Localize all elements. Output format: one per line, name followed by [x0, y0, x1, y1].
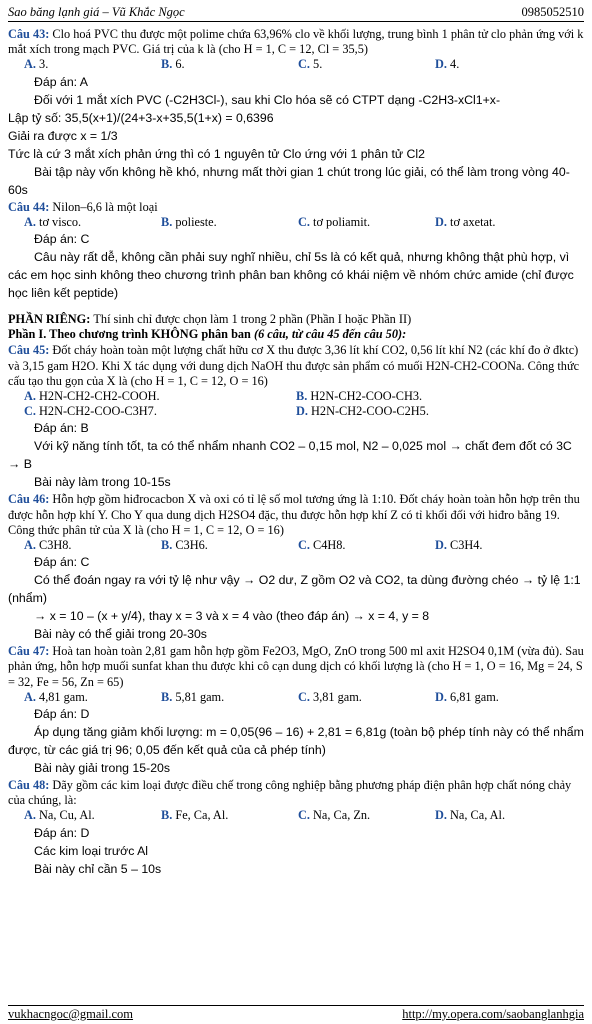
- explanation: Lập tỷ số: 35,5(x+1)/(24+3-x+35,5(1+x) = 0,6396: [8, 110, 274, 125]
- option-c: C. 3,81 gam.: [298, 689, 362, 704]
- header-author: Sao băng lạnh giá – Vũ Khắc Ngọc: [8, 5, 185, 19]
- option-d: D. C3H4.: [435, 538, 483, 553]
- option-b: B. 5,81 gam.: [161, 689, 225, 704]
- explanation: Với kỹ năng tính tốt, ta có thể nhẩm nhanh CO2 – 0,15 mol, N2 – 0,025 mol → chất đem đốt có 3C → B: [8, 439, 572, 472]
- explanation: Bài này làm trong 10-15s: [34, 475, 171, 490]
- option-d: D. H2N-CH2-COO-C2H5.: [296, 404, 429, 419]
- explanation: Đối với 1 mắt xích PVC (-C2H3Cl-), sau khi Clo hóa sẽ có CTPT dạng -C2H3-xCl1+x-: [34, 92, 501, 107]
- option-b: B. 6.: [161, 57, 185, 72]
- option-b: B. polieste.: [161, 214, 217, 229]
- explanation: Áp dụng tăng giảm khối lượng: m = 0,05(96 – 16) + 2,81 = 6,81g (toàn bộ phép tính này có thể nhẩm được, từ các giá trị 96; 0,05 đến kết quả của cả phép tính): [8, 725, 584, 758]
- explanation: Bài này chỉ cần 5 – 10s: [34, 861, 162, 876]
- option-a: A. H2N-CH2-CH2-COOH.: [24, 389, 160, 404]
- options-46: [8, 538, 584, 553]
- answer-44: Đáp án: C: [34, 232, 90, 247]
- option-a: A. tơ visco.: [24, 214, 82, 229]
- option-a: A. C3H8.: [24, 538, 72, 553]
- question-44: [8, 200, 584, 215]
- explanation: Tức là cứ 3 mắt xích phản ứng thì có 1 nguyên tử Clo ứng với 1 phân tử Cl2: [8, 146, 426, 161]
- option-b: B. H2N-CH2-COO-CH3.: [296, 389, 423, 404]
- part-heading: Phần I. Theo chương trình KHÔNG phân ban (6 câu, từ câu 45 đến câu 50):: [8, 327, 407, 342]
- email-link[interactable]: vukhacngoc@gmail.com: [8, 1007, 134, 1021]
- question-number: Câu 44:: [8, 199, 50, 214]
- option-c: C. tơ poliamit.: [298, 214, 371, 229]
- option-b: B. C3H6.: [161, 538, 208, 553]
- option-d: D. 6,81 gam.: [435, 689, 499, 704]
- question-number: Câu 48:: [8, 778, 50, 793]
- answer-47: Đáp án: D: [34, 707, 90, 722]
- option-a: A. Na, Cu, Al.: [24, 808, 95, 823]
- question-47: [8, 644, 584, 690]
- page-header: [8, 0, 584, 22]
- question-number: Câu 45:: [8, 343, 50, 358]
- question-number: Câu 47:: [8, 644, 50, 659]
- document-body: [8, 22, 584, 878]
- option-a: A. 4,81 gam.: [24, 689, 88, 704]
- question-text: Hỗn hợp gồm hiđrocacbon X và oxi có tỉ lệ số mol tương ứng là 1:10. Đốt cháy hoàn toàn hỗn hợp trên thu được hỗn hợp khí Y. Cho Y qua dung dịch H2SO4 đặc, thu được hỗn hợp khí Z có tỉ khối đối với hiđro bằng 19. Công thức phân tử của X là (cho H = 1, C = 12, O = 16): [8, 492, 580, 537]
- website-link[interactable]: http://my.opera.com/saobanglanhgia: [402, 1007, 584, 1021]
- question-text: Clo hoá PVC thu được một polime chứa 63,96% clo về khối lượng, trung bình 1 phân tử clo phản ứng với k mắt xích trong mạch PVC. Giá trị của k là (cho H = 1, C = 12, Cl = 35,5): [8, 27, 584, 57]
- options-45: [8, 389, 584, 419]
- option-d: D. tơ axetat.: [435, 214, 496, 229]
- question-number: Câu 46:: [8, 492, 50, 507]
- options-43: [8, 57, 584, 72]
- question-text: Đốt cháy hoàn toàn một lượng chất hữu cơ X thu được 3,36 lít khí CO2, 0,56 lít khí N2 (các khí đo ở đktc) và 3,15 gam H2O. Khi X tác dụng với dung dịch NaOH thu được sản phẩm có muối H2N-CH2-COONa. Công thức cấu tạo thu gọn của X là (cho H = 1, C = 12, O = 16): [8, 343, 580, 388]
- answer-45: Đáp án: B: [34, 421, 89, 436]
- options-48: [8, 808, 584, 823]
- option-c: C. H2N-CH2-COO-C3H7.: [24, 404, 157, 419]
- answer-43: Đáp án: A: [34, 74, 89, 89]
- section-heading: PHẦN RIÊNG: Thí sinh chỉ được chọn làm 1 trong 2 phần (Phần I hoặc Phần II): [8, 312, 412, 327]
- explanation: Câu này rất dễ, không cần phải suy nghĩ nhiều, chỉ 5s là có kết quả, nhưng không thật phù hợp, vì các em học sinh không theo chương trình phân ban không có khái niệm về nhóm chức amide (chỉ được học liên kết peptide): [8, 250, 574, 301]
- option-c: C. C4H8.: [298, 538, 346, 553]
- explanation: Bài này giải trong 15-20s: [34, 761, 171, 776]
- explanation: Các kim loại trước Al: [34, 843, 149, 858]
- option-d: D. Na, Ca, Al.: [435, 808, 506, 823]
- option-b: B. Fe, Ca, Al.: [161, 808, 229, 823]
- page-footer: [8, 1005, 584, 1022]
- explanation: → x = 10 – (x + y/4), thay x = 3 và x = 4 vào (theo đáp án) → x = 4, y = 8: [34, 609, 430, 624]
- answer-46: Đáp án: C: [34, 555, 90, 570]
- question-text: Nilon–6,6 là một loại: [52, 199, 158, 214]
- options-47: [8, 690, 584, 705]
- question-number: Câu 43:: [8, 27, 50, 41]
- options-44: [8, 215, 584, 230]
- question-46: [8, 492, 584, 538]
- question-text: Dãy gồm các kim loại được điều chế trong công nghiệp bằng phương pháp điện phân hợp chất nóng chảy của chúng, là:: [8, 778, 572, 808]
- option-c: C. 5.: [298, 57, 323, 72]
- option-a: A. 3.: [24, 57, 49, 72]
- question-45: [8, 343, 584, 389]
- option-d: D. 4.: [435, 57, 460, 72]
- explanation: Bài tập này vốn không hề khó, nhưng mất thời gian 1 chút trong lúc giải, có thể làm trong vòng 40-60s: [8, 164, 570, 197]
- question-43: [8, 27, 584, 57]
- header-phone: 0985052510: [521, 5, 584, 19]
- explanation: Bài này có thể giải trong 20-30s: [34, 627, 207, 642]
- question-48: [8, 778, 584, 808]
- option-c: C. Na, Ca, Zn.: [298, 808, 371, 823]
- explanation: Giải ra được x = 1/3: [8, 128, 118, 143]
- answer-48: Đáp án: D: [34, 825, 90, 840]
- question-text: Hoà tan hoàn toàn 2,81 gam hỗn hợp gồm Fe2O3, MgO, ZnO trong 500 ml axit H2SO4 0,1M (vừa đủ). Sau phản ứng, hỗn hợp muối sunfat khan thu được khi cô cạn dung dịch có khối lượng là (cho H = 1, O = 16, Mg = 24, S = 32, Fe = 56, Zn = 65): [8, 644, 584, 689]
- explanation: Có thể đoán ngay ra với tỷ lệ như vậy → O2 dư, Z gồm O2 và CO2, ta dùng đường chéo → tỷ lệ 1:1 (nhẩm): [8, 573, 581, 606]
